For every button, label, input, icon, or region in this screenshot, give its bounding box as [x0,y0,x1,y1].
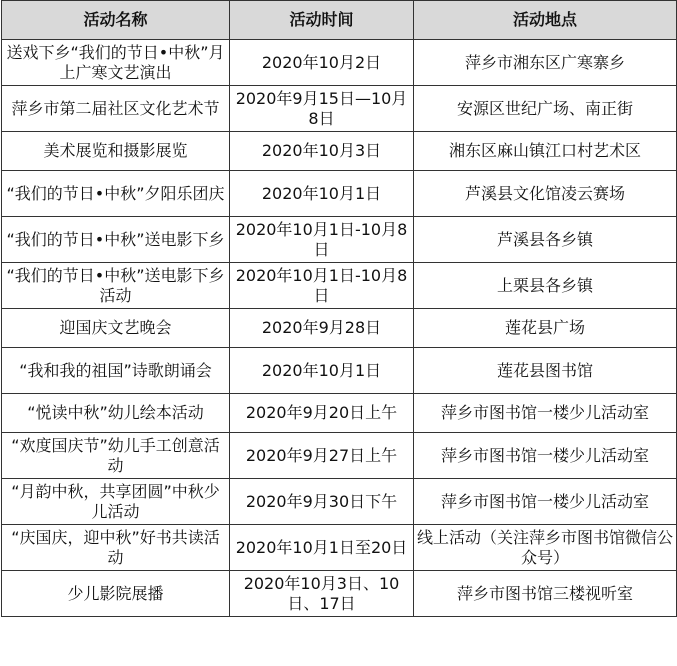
table-row [2,171,677,217]
table-row [2,348,677,394]
cell-activity-name: “月韵中秋，共享团圆”中秋少儿活动 [2,479,230,525]
cell-activity-name: 萍乡市第二届社区文化艺术节 [2,86,230,132]
cell-activity-place: 莲花县图书馆 [414,348,677,394]
cell-activity-place: 萍乡市图书馆一楼少儿活动室 [414,433,677,479]
cell-activity-time: 2020年10月3日 [230,132,414,171]
cell-activity-place: 芦溪县文化馆凌云赛场 [414,171,677,217]
cell-activity-place: 萍乡市图书馆一楼少儿活动室 [414,394,677,433]
cell-activity-time: 2020年10月1日-10月8日 [230,217,414,263]
table-row [2,394,677,433]
cell-activity-name: “我们的节日•中秋”送电影下乡 [2,217,230,263]
table-row [2,309,677,348]
cell-activity-name: “庆国庆，迎中秋”好书共读活动 [2,525,230,571]
cell-activity-time: 2020年10月2日 [230,40,414,86]
table-row [2,263,677,309]
table-row [2,132,677,171]
cell-activity-place: 湘东区麻山镇江口村艺术区 [414,132,677,171]
cell-activity-name: “我们的节日•中秋”夕阳乐团庆 [2,171,230,217]
cell-activity-time: 2020年10月1日至20日 [230,525,414,571]
table-row [2,217,677,263]
table-row [2,86,677,132]
cell-activity-name: “我和我的祖国”诗歌朗诵会 [2,348,230,394]
cell-activity-place: 莲花县广场 [414,309,677,348]
header-activity-name: 活动名称 [2,1,230,40]
table-row [2,40,677,86]
cell-activity-place: 上栗县各乡镇 [414,263,677,309]
cell-activity-time: 2020年9月28日 [230,309,414,348]
header-activity-time: 活动时间 [230,1,414,40]
header-row [2,1,677,40]
cell-activity-name: 少儿影院展播 [2,571,230,617]
cell-activity-name: 美术展览和摄影展览 [2,132,230,171]
cell-activity-place: 芦溪县各乡镇 [414,217,677,263]
cell-activity-time: 2020年9月15日—10月8日 [230,86,414,132]
cell-activity-time: 2020年10月1日-10月8日 [230,263,414,309]
cell-activity-time: 2020年9月20日上午 [230,394,414,433]
cell-activity-time: 2020年10月1日 [230,171,414,217]
cell-activity-place: 萍乡市图书馆三楼视听室 [414,571,677,617]
table-row [2,571,677,617]
cell-activity-name: 迎国庆文艺晚会 [2,309,230,348]
cell-activity-place: 线上活动（关注萍乡市图书馆微信公众号） [414,525,677,571]
table-row [2,433,677,479]
cell-activity-time: 2020年9月30日下午 [230,479,414,525]
table-row [2,479,677,525]
cell-activity-name: “悦读中秋”幼儿绘本活动 [2,394,230,433]
cell-activity-time: 2020年10月1日 [230,348,414,394]
cell-activity-name: 送戏下乡“我们的节日•中秋”月上广寒文艺演出 [2,40,230,86]
cell-activity-time: 2020年10月3日、10日、17日 [230,571,414,617]
cell-activity-name: “欢度国庆节”幼儿手工创意活动 [2,433,230,479]
cell-activity-place: 安源区世纪广场、南正街 [414,86,677,132]
cell-activity-name: “我们的节日•中秋”送电影下乡活动 [2,263,230,309]
table-row [2,525,677,571]
header-activity-place: 活动地点 [414,1,677,40]
cell-activity-place: 萍乡市图书馆一楼少儿活动室 [414,479,677,525]
events-table [1,0,677,617]
cell-activity-time: 2020年9月27日上午 [230,433,414,479]
cell-activity-place: 萍乡市湘东区广寒寨乡 [414,40,677,86]
